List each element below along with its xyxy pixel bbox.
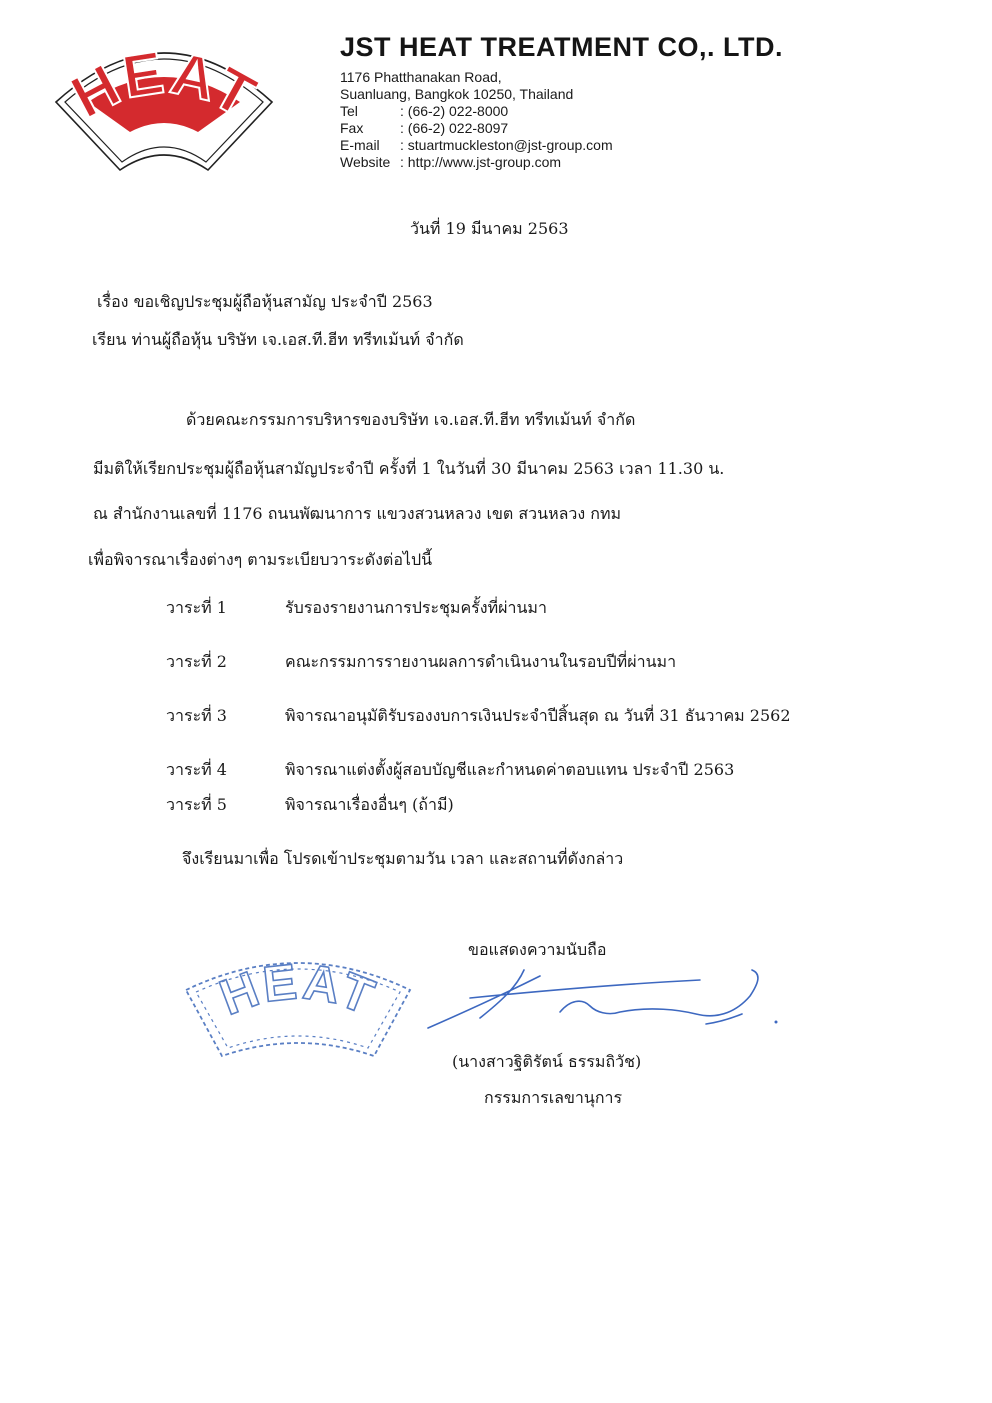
- contact-email: [340, 137, 613, 154]
- body-line-2: มีมติให้เรียกประชุมผู้ถือหุ้นสามัญประจำปี ครั้งที่ 1 ในวันที่ 30 มีนาคม 2563 เวลา 11.30 น.: [93, 459, 725, 478]
- contact-tel: [340, 103, 508, 120]
- signatory-name: (นางสาวฐิติรัตน์ ธรรมถิวัช): [452, 1052, 642, 1071]
- contact-value: : (66-2) 022-8097: [400, 120, 509, 136]
- agenda-text: รับรองรายงานการประชุมครั้งที่ผ่านมา: [285, 598, 547, 617]
- body-line-4: เพื่อพิจารณาเรื่องต่างๆ ตามระเบียบวาระดังต่อไปนี้: [88, 550, 433, 569]
- contact-label: Website: [340, 154, 391, 170]
- body-line-1: ด้วยคณะกรรมการบริหารของบริษัท เจ.เอส.ที.ฮีท ทรีทเม้นท์ จำกัด: [186, 410, 636, 429]
- agenda-text: พิจารณาอนุมัติรับรองงบการเงินประจำปีสิ้นสุด ณ วันที่ 31 ธันวาคม 2562: [285, 706, 791, 725]
- contact-value: : (66-2) 022-8000: [400, 103, 509, 119]
- agenda-text: พิจารณาแต่งตั้งผู้สอบบัญชีและกำหนดค่าตอบแทน ประจำปี 2563: [285, 760, 735, 779]
- agenda-number: วาระที่ 1: [166, 598, 227, 617]
- sign-off: ขอแสดงความนับถือ: [468, 940, 607, 959]
- signatory-title: กรรมการเลขานุการ: [484, 1088, 623, 1107]
- contact-fax: [340, 120, 508, 137]
- agenda-text: พิจารณาเรื่องอื่นๆ (ถ้ามี): [285, 795, 454, 814]
- logo-text: HEAT: [60, 38, 269, 132]
- date-line: วันที่ 19 มีนาคม 2563: [410, 219, 569, 238]
- company-name: JST HEAT TREATMENT CO,. LTD.: [340, 32, 783, 62]
- agenda-number: วาระที่ 5: [166, 795, 227, 814]
- agenda-number: วาระที่ 4: [166, 760, 227, 779]
- contact-website: [340, 154, 561, 171]
- contact-label: Fax: [340, 120, 364, 136]
- salutation-line: เรียน ท่านผู้ถือหุ้น บริษัท เจ.เอส.ที.ฮีท ทรีทเม้นท์ จำกัด: [92, 330, 464, 349]
- contact-value: : stuartmuckleston@jst-group.com: [400, 137, 613, 153]
- signature: [420, 962, 790, 1042]
- contact-label: Tel: [340, 103, 358, 119]
- company-stamp: [178, 944, 418, 1068]
- heat-logo: [48, 32, 280, 184]
- contact-label: E-mail: [340, 137, 380, 153]
- closing-line: จึงเรียนมาเพื่อ โปรดเข้าประชุมตามวัน เวลา และสถานที่ดังกล่าว: [182, 849, 624, 868]
- contact-value: : http://www.jst-group.com: [400, 154, 562, 170]
- agenda-number: วาระที่ 3: [166, 706, 227, 725]
- address-line-2: Suanluang, Bangkok 10250, Thailand: [340, 86, 574, 102]
- subject-line: เรื่อง ขอเชิญประชุมผู้ถือหุ้นสามัญ ประจำปี 2563: [97, 292, 433, 311]
- stamp-text: HEAT: [212, 953, 385, 1027]
- agenda-text: คณะกรรมการรายงานผลการดำเนินงานในรอบปีที่ผ่านมา: [285, 652, 677, 671]
- address-line-1: 1176 Phatthanakan Road,: [340, 69, 502, 85]
- body-line-3: ณ สำนักงานเลขที่ 1176 ถนนพัฒนาการ แขวงสวนหลวง เขต สวนหลวง กทม: [93, 504, 622, 523]
- agenda-number: วาระที่ 2: [166, 652, 227, 671]
